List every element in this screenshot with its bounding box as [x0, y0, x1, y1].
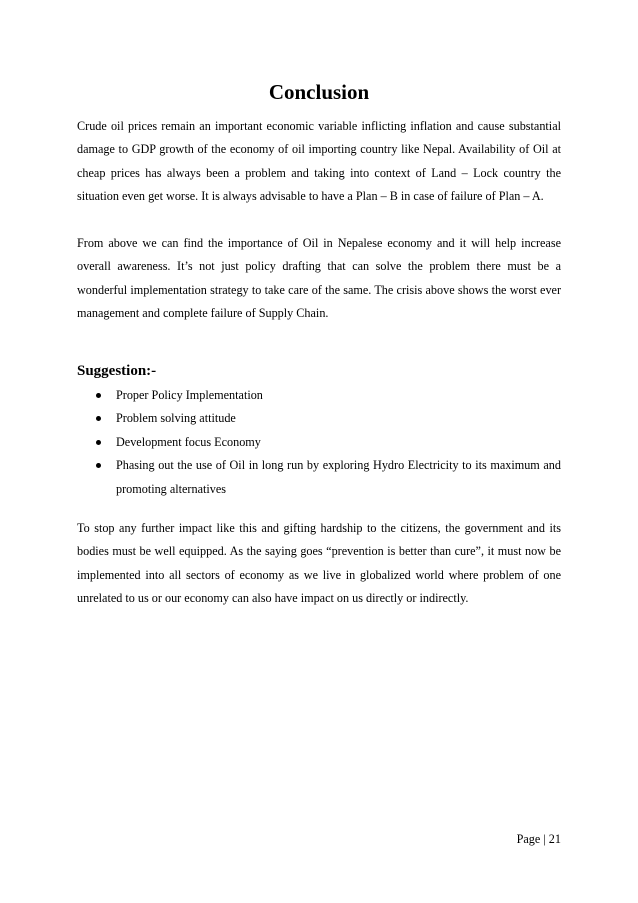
page-title: Conclusion [268, 80, 370, 104]
paragraph-closing: To stop any further impact like this and gifting hardship to the citizens, the government and its bodies must be well equipped. As the saying goes “prevention is better than cure”, it must now be implemented into all sectors of economy as we live in globalized world where problem of one unrelated to us or our economy can also have impact on us directly or indirectly. [77, 521, 561, 606]
list-item-text: Development focus Economy [116, 434, 261, 449]
suggestion-heading: Suggestion:- [77, 363, 157, 379]
suggestion-list [77, 384, 561, 501]
page-number: Page | 21 [516, 832, 561, 846]
list-item [77, 454, 561, 501]
bullet-icon [96, 416, 101, 421]
list-item-text: Phasing out the use of Oil in long run by exploring Hydro Electricity to its maximum and promoting alternatives [116, 458, 561, 496]
paragraph-intro: Crude oil prices remain an important economic variable inflicting inflation and cause substantial damage to GDP growth of the economy of oil importing country like Nepal. Availability of Oil at cheap prices has always been a problem and taking into context of Land – Lock country the situation even get worse. It is always advisable to have a Plan – B in case of failure of Plan – A. [77, 119, 561, 204]
list-item-text: Proper Policy Implementation [116, 388, 263, 402]
list-item [77, 384, 561, 407]
bullet-icon [96, 463, 101, 468]
bullet-icon [96, 393, 101, 398]
list-item [77, 407, 561, 430]
bullet-icon [96, 440, 101, 445]
list-item-text: Problem solving attitude [116, 411, 236, 426]
list-item [77, 431, 561, 454]
paragraph-importance: From above we can find the importance of Oil in Nepalese economy and it will help increase overall awareness. It’s not just policy drafting that can solve the problem there must be a wonderful implementation strategy to take care of the same. The crisis above shows the worst ever management and complete failure of Supply Chain. [77, 236, 561, 321]
